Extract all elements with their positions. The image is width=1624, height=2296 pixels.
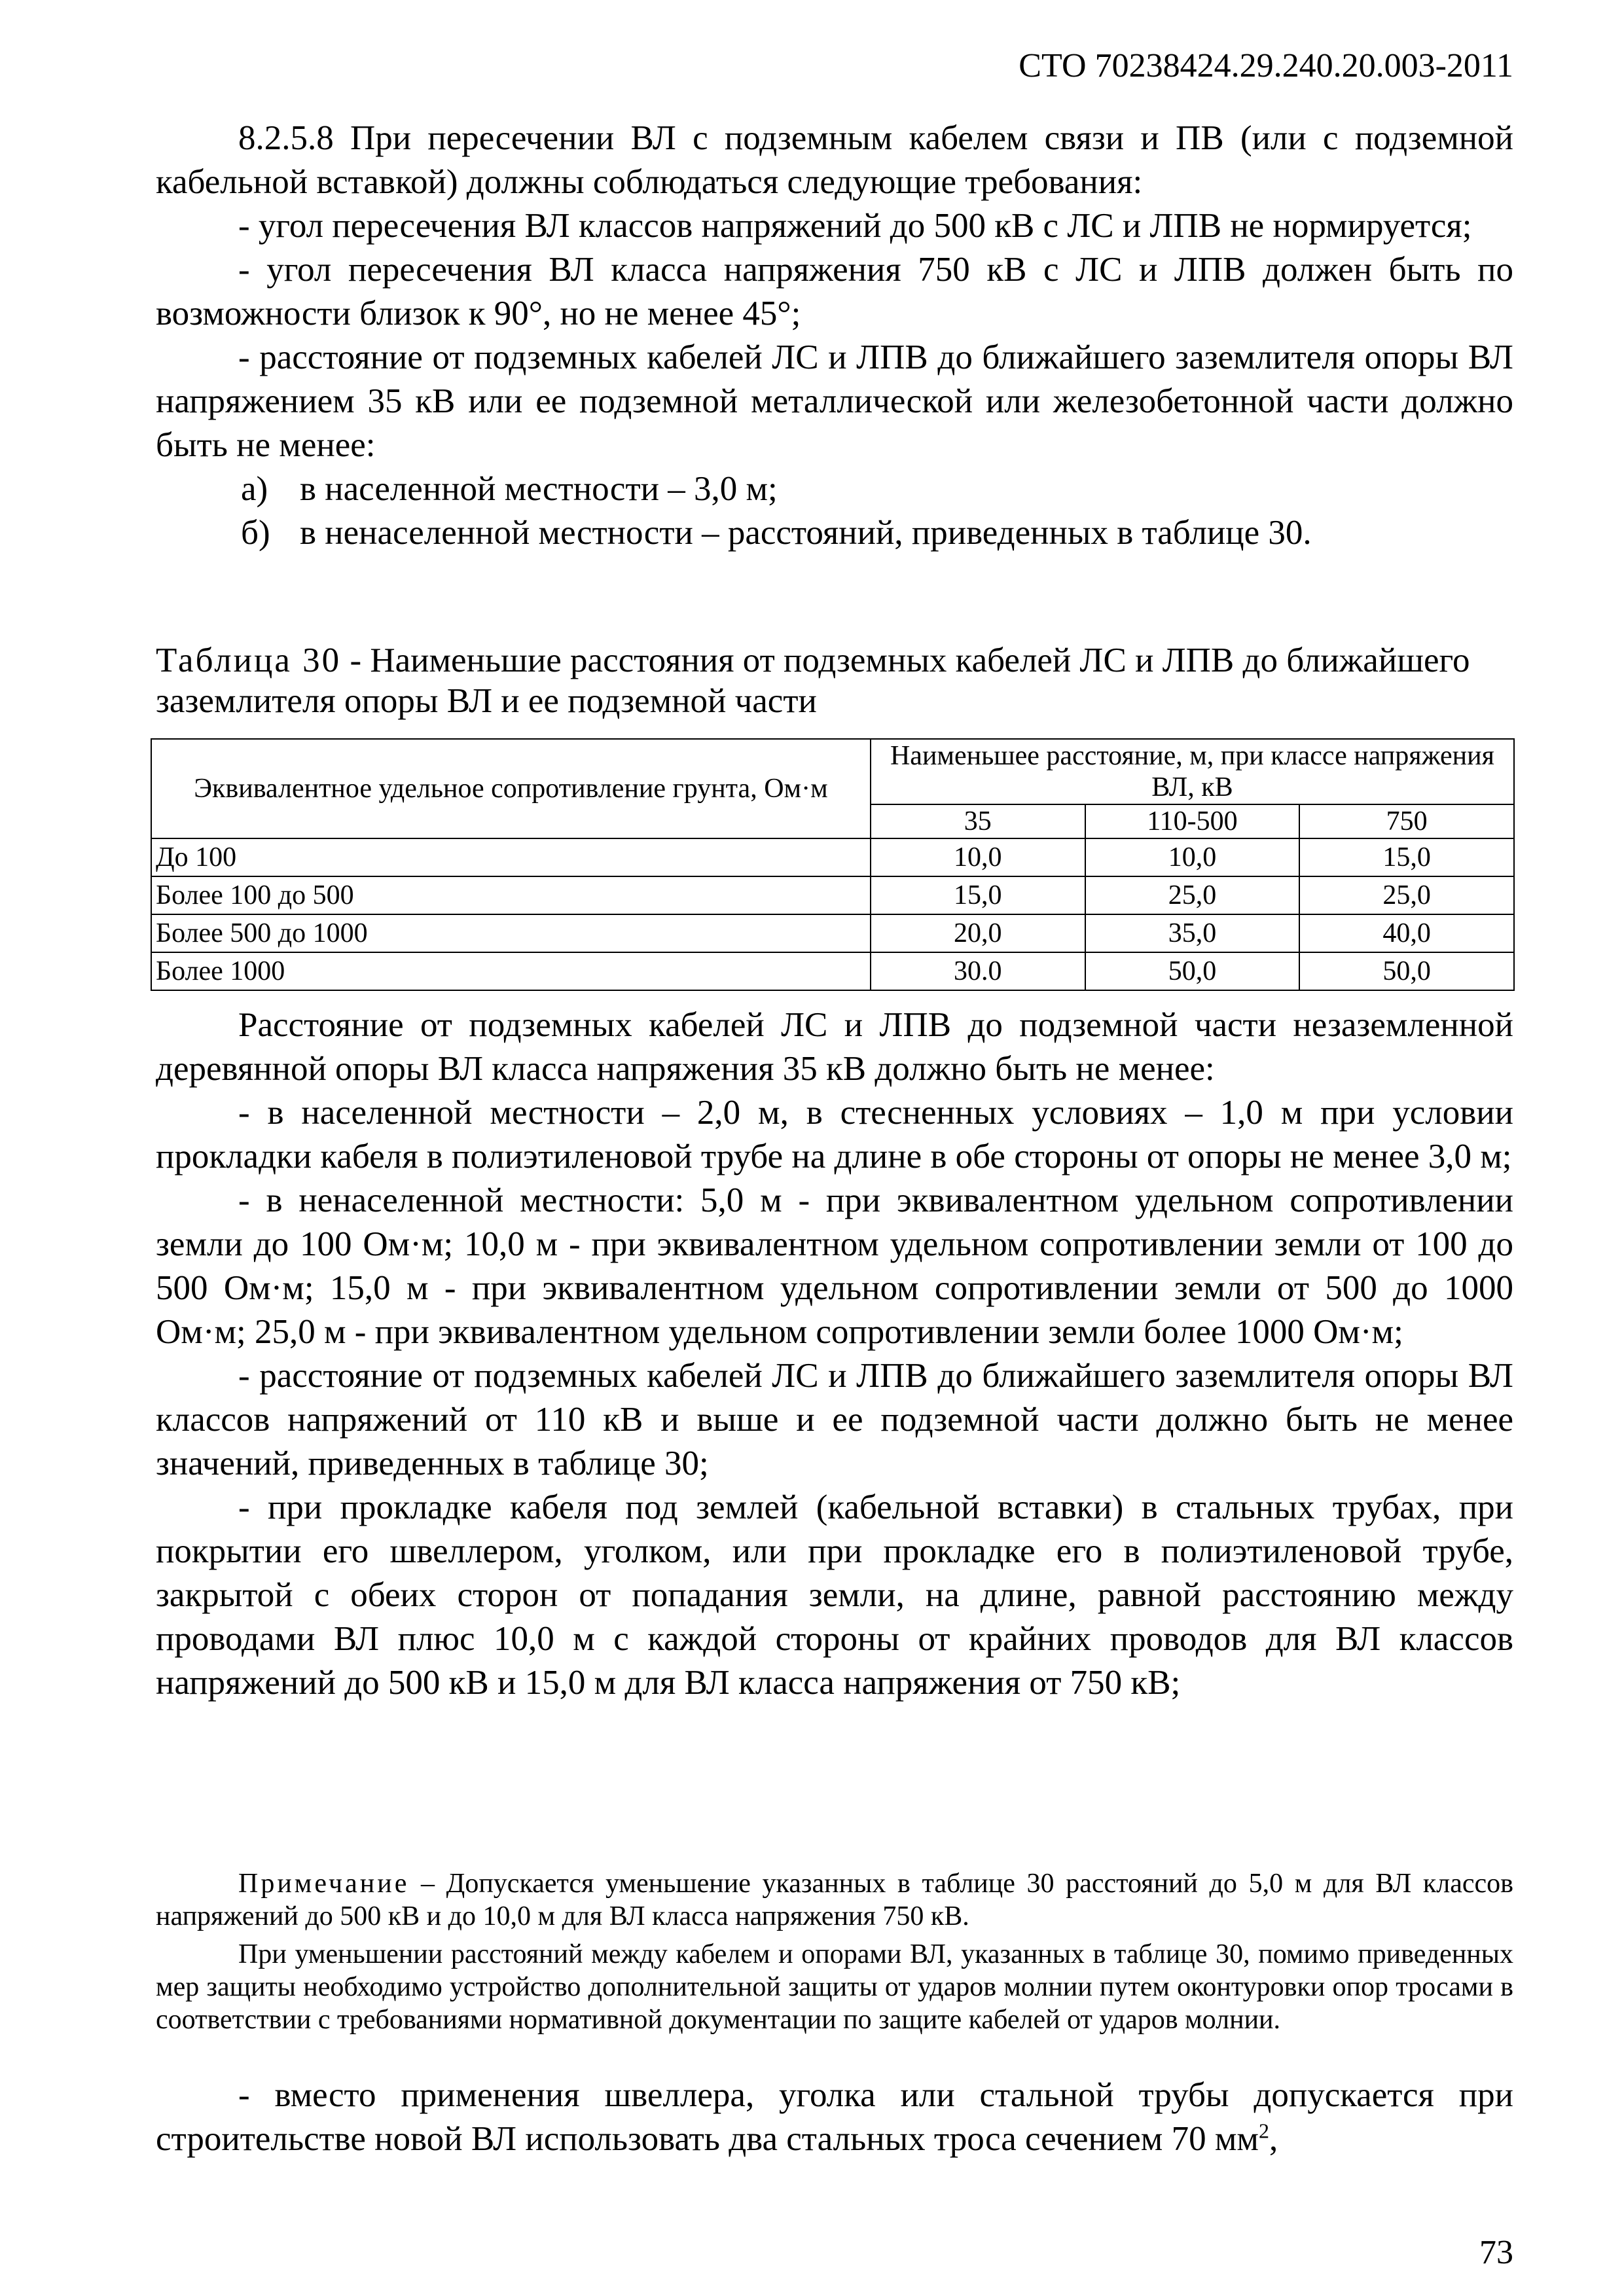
note-paragraph-2: При уменьшении расстояний между кабелем и опорами ВЛ, указанных в таблице 30, помимо приведенных мер защиты необходимо устройство дополнительной защиты от ударов молнии путем оконтуровки опор тросами в соответствии с требованиями нормативной документации по защите кабелей от ударов молнии.: [156, 1939, 1513, 2035]
sub-item-marker: б): [241, 514, 270, 552]
section-8-2-5-8: [156, 117, 1513, 555]
table-cell: 50,0: [1299, 952, 1514, 990]
list-item: - при прокладке кабеля под землей (кабельной вставки) в стальных трубах, при покрытии его швеллером, уголком, или при прокладке его в полиэтиленовой трубе, закрытой с обеих сторон от попадания земли, на длине, равной расстоянию между проводами ВЛ плюс 10,0 м с каждой стороны от крайних проводов для ВЛ классов напряжений до 500 кВ и 15,0 м для ВЛ класса напряжения от 750 кВ;: [156, 1488, 1513, 1702]
list-item: - в населенной местности – 2,0 м, в стесненных условиях – 1,0 м при условии прокладки кабеля в полиэтиленовой трубе на длине в обе стороны от опоры не менее 3,0 м;: [156, 1094, 1513, 1175]
sub-item-text: в населенной местности – 3,0 м;: [300, 470, 778, 508]
table-cell: 10,0: [1085, 838, 1300, 876]
table-cell: 30.0: [871, 952, 1085, 990]
row-label: Более 1000: [151, 952, 871, 990]
table-cell: 15,0: [871, 876, 1085, 914]
note-block: [156, 1867, 1513, 2036]
table-row: [151, 838, 1514, 876]
table-caption-label: Таблица 30: [156, 641, 342, 679]
list-item: [156, 2073, 1513, 2161]
header-soil-resistance: Эквивалентное удельное сопротивление грунта, Ом·м: [151, 739, 871, 838]
table-caption: [156, 640, 1513, 721]
table-cell: 35,0: [1085, 914, 1300, 952]
header-voltage: 110-500: [1085, 804, 1300, 838]
row-label: Более 500 до 1000: [151, 914, 871, 952]
list-item: - угол пересечения ВЛ класса напряжения 750 кВ с ЛС и ЛПВ должен быть по возможности близок к 90°, но не менее 45°;: [156, 251, 1513, 332]
table-cell: 25,0: [1299, 876, 1514, 914]
superscript: 2: [1258, 2119, 1269, 2143]
list-item: - угол пересечения ВЛ классов напряжений до 500 кВ с ЛС и ЛПВ не нормируется;: [238, 207, 1472, 245]
list-item: - расстояние от подземных кабелей ЛС и ЛПВ до ближайшего заземлителя опоры ВЛ классов напряжений от 110 кВ и выше и ее подземной части должно быть не менее значений, приведенных в таблице 30;: [156, 1357, 1513, 1482]
table-cell: 20,0: [871, 914, 1085, 952]
table-cell: 25,0: [1085, 876, 1300, 914]
table-row: [151, 876, 1514, 914]
header-min-distance: Наименьшее расстояние, м, при классе напряжения ВЛ, кВ: [871, 739, 1514, 804]
header-voltage: 750: [1299, 804, 1514, 838]
page-number: 73: [1479, 2234, 1513, 2271]
sub-list-item: [156, 511, 1513, 555]
last-item-text: - вместо применения швеллера, уголка или стальной трубы допускается при строительстве новой ВЛ использовать два стальных троса сечением 70 мм: [156, 2076, 1513, 2158]
table-cell: 15,0: [1299, 838, 1514, 876]
last-list-item: [156, 2073, 1513, 2161]
after-table-text: [156, 1003, 1513, 1705]
row-label: До 100: [151, 838, 871, 876]
header-voltage: 35: [871, 804, 1085, 838]
table-caption-text: - Наименьшие расстояния от подземных кабелей ЛС и ЛПВ до ближайшего заземлителя опоры ВЛ и ее подземной части: [156, 641, 1470, 720]
sub-list-item: [156, 467, 1513, 511]
section-intro: 8.2.5.8 При пересечении ВЛ с подземным кабелем связи и ПВ (или с подземной кабельной вставкой) должны соблюдаться следующие требования:: [156, 119, 1513, 201]
note-label: Примечание: [238, 1869, 410, 1899]
note-paragraph: [156, 1867, 1513, 1933]
sub-item-marker: а): [241, 470, 268, 508]
last-item-tail: ,: [1269, 2120, 1278, 2158]
table-cell: 10,0: [871, 838, 1085, 876]
note-text: – Допускается уменьшение указанных в таблице 30 расстояний до 5,0 м для ВЛ классов напряжений до 500 кВ и до 10,0 м для ВЛ класса напряжения 750 кВ.: [156, 1869, 1513, 1931]
table-row: [151, 952, 1514, 990]
table-cell: 40,0: [1299, 914, 1514, 952]
list-item: - в ненаселенной местности: 5,0 м - при эквивалентном удельном сопротивлении земли до 100 Ом·м; 10,0 м - при эквивалентном удельном сопротивлении земли от 100 до 500 Ом·м; 15,0 м - при эквивалентном удельном сопротивлении земли от 500 до 1000 Ом·м; 25,0 м - при эквивалентном удельном сопротивлении земли более 1000 Ом·м;: [156, 1181, 1513, 1351]
table-row: [151, 914, 1514, 952]
document-code: СТО 70238424.29.240.20.003-2011: [1019, 47, 1513, 84]
table-cell: 50,0: [1085, 952, 1300, 990]
table-30: [151, 738, 1515, 991]
sub-item-text: в ненаселенной местности – расстояний, приведенных в таблице 30.: [300, 514, 1312, 552]
row-label: Более 100 до 500: [151, 876, 871, 914]
paragraph: Расстояние от подземных кабелей ЛС и ЛПВ до подземной части незаземленной деревянной опоры ВЛ класса напряжения 35 кВ должно быть не менее:: [156, 1006, 1513, 1088]
list-item: - расстояние от подземных кабелей ЛС и ЛПВ до ближайшего заземлителя опоры ВЛ напряжением 35 кВ или ее подземной металлической или железобетонной части должно быть не менее:: [156, 338, 1513, 464]
